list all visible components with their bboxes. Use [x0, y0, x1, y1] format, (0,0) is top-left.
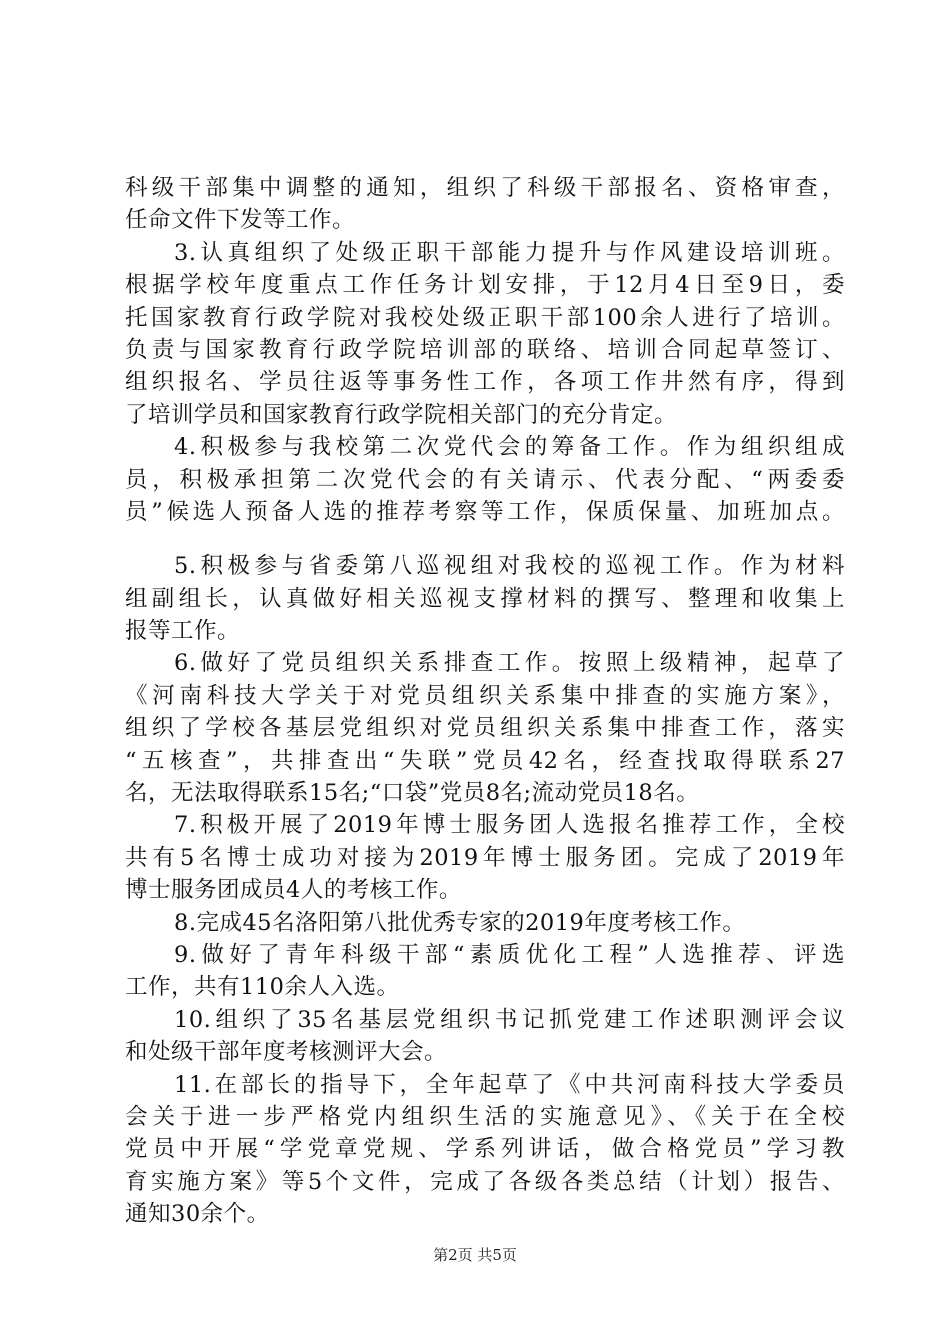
text-line: 博士服务团成员4人的考核工作。 — [125, 877, 462, 904]
text-line: 组副组长，认真做好相关巡视支撑材料的撰写、整理和收集上 — [125, 585, 845, 612]
text-line: 组织了学校各基层党组织对党员组织关系集中排查工作，落实 — [125, 715, 845, 742]
text-line: 托国家教育行政学院对我校处级正职干部100余人进行了培训。 — [125, 304, 845, 331]
page-number: 第2页 共5页 — [433, 1246, 517, 1264]
text-line: 5.积极参与省委第八巡视组对我校的巡视工作。作为材料 — [174, 553, 845, 580]
text-line: 和处级干部年度考核测评大会。 — [125, 1039, 448, 1066]
text-line: 育实施方案》等5个文件，完成了各级各类总结（计划）报告、 — [125, 1168, 845, 1195]
text-line: 任命文件下发等工作。 — [125, 207, 356, 234]
text-line: 3.认真组织了处级正职干部能力提升与作风建设培训班。 — [174, 239, 845, 266]
text-line: 科级干部集中调整的通知，组织了科级干部报名、资格审查， — [125, 175, 845, 201]
text-line: 《河南科技大学关于对党员组织关系集中排查的实施方案》， — [125, 682, 845, 709]
text-line: 9.做好了青年科级干部“素质优化工程”人选推荐、评选 — [174, 941, 845, 968]
text-line: 10.组织了35名基层党组织书记抓党建工作述职测评会议 — [174, 1006, 845, 1033]
text-line: 员”候选人预备人选的推荐考察等工作，保质保量、加班加点。 — [125, 498, 845, 525]
document-body — [125, 172, 845, 1231]
text-line: 员，积极承担第二次党代会的有关请示、代表分配、“两委委 — [125, 466, 845, 493]
text-line: 组织报名、学员往返等事务性工作，各项工作井然有序，得到 — [125, 369, 845, 396]
text-line: 7.积极开展了2019年博士服务团人选报名推荐工作，全校 — [174, 812, 845, 839]
paragraph-gap — [125, 528, 845, 550]
text-line: 6.做好了党员组织关系排查工作。按照上级精神，起草了 — [174, 650, 845, 677]
text-line: 名，无法取得联系15名;“口袋”党员8名;流动党员18名。 — [125, 780, 700, 807]
text-line: 11.在部长的指导下，全年起草了《中共河南科技大学委员 — [174, 1071, 845, 1098]
text-line: 通知30余个。 — [125, 1201, 270, 1228]
text-line: 8.完成45名洛阳第八批优秀专家的2019年度考核工作。 — [174, 909, 746, 936]
text-line: 4.积极参与我校第二次党代会的筹备工作。作为组织组成 — [174, 434, 845, 461]
text-line: 负责与国家教育行政学院培训部的联络、培训合同起草签订、 — [125, 336, 845, 363]
text-line: 了培训学员和国家教育行政学院相关部门的充分肯定。 — [125, 401, 678, 428]
text-line: 工作，共有110余人入选。 — [125, 974, 400, 1001]
text-line: “五核查”，共排查出“失联”党员42名，经查找取得联系27 — [125, 747, 845, 774]
text-line: 根据学校年度重点工作任务计划安排，于12月4日至9日，委 — [125, 272, 845, 299]
text-line: 会关于进一步严格党内组织生活的实施意见》、《关于在全校 — [125, 1103, 845, 1130]
text-line: 共有5名博士成功对接为2019年博士服务团。完成了2019年 — [125, 844, 845, 871]
text-line: 党员中开展“学党章党规、学系列讲话，做合格党员”学习教 — [125, 1136, 845, 1163]
text-line: 报等工作。 — [125, 618, 241, 645]
